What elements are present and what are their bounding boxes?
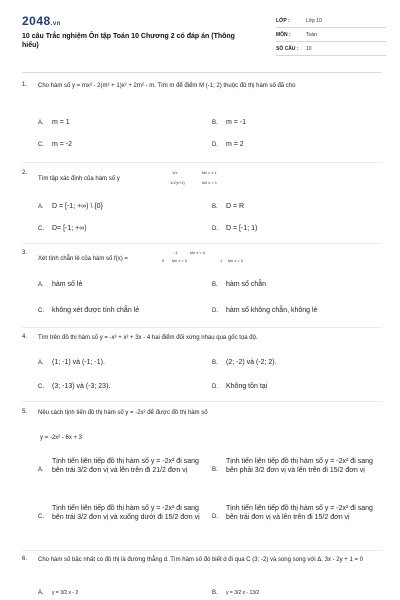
question-number: 3. [22, 250, 28, 256]
option-b[interactable]: B. y = 3/2 x - 13/2 [212, 590, 260, 596]
option-c[interactable]: C. (3; -13) và (-3; 23). [38, 383, 111, 390]
piecewise-cond: khi x < 0 [190, 250, 206, 255]
question-divider [22, 243, 382, 244]
question-divider [22, 550, 382, 551]
option-d[interactable]: D. hàm số không chẵn, không lẻ [212, 307, 318, 314]
meta-row-subject [276, 28, 386, 42]
question-text: Cho hàm số y = mx³ - 2(m² + 1)x² + 2m² - m. Tìm m để điểm M (-1; 2) thuộc đồ thị hàm số đã cho [38, 83, 296, 89]
meta-row-count [276, 42, 386, 56]
option-a[interactable]: A. (1; -1) và (-1; -1). [38, 359, 105, 366]
page-header [22, 14, 382, 64]
question-3 [22, 250, 382, 330]
option-a[interactable]: A. m = 1 [38, 119, 70, 126]
option-d[interactable]: D. D = [-1; 1) [212, 225, 258, 232]
option-b[interactable]: B. (2; -2) và (-2; 2). [212, 359, 277, 366]
question-5: 5. Nêu cách tịnh tiến đồ thị hàm số y = -2x² để được đồ thị hàm số y = -2x² - 6x + 3 A. Tịnh tiến liên tiếp đồ thị hàm số y = -2x² đi sang bên trái 3/2 đơn vị và lên trên đi 21/2 đơn vị B. Tịnh tiến liên tiếp đồ thị hàm số y = -2x² đi sang bên phải 3/2 đơn vị và lên trên đi 15/2 đơn vị C. Tịnh tiến liên tiếp đồ thị hàm số y = -2x² đi sang bên trái 3/2 đơn vị và xuống dưới đi 15/2 đơn vị D. Tịnh tiến liên tiếp đồ thị hàm số y = -2x² đi sang bên trái đơn vị và lên trên đi 15/2 đơn vị [22, 409, 373, 521]
meta-row-class [276, 14, 386, 28]
question-number: 2. [22, 170, 28, 176]
option-b[interactable]: B. hàm số chẵn [212, 281, 267, 288]
page-title: 10 câu Trắc nghiệm Ôn tập Toán 10 Chương 2 có đáp án (Thông hiểu) [22, 33, 235, 49]
question-6 [22, 556, 382, 600]
meta-value: 10 [306, 46, 312, 52]
meta-info [276, 14, 386, 56]
question-number: 4. [22, 334, 28, 340]
option-a[interactable]: A. hàm số lẻ [38, 281, 83, 288]
question-text: Nêu cách tịnh tiến đồ thị hàm số y = -2x² để được đồ thị hàm số [38, 410, 208, 416]
option-c[interactable]: C. không xét được tính chẵn lẻ [38, 307, 140, 314]
site-logo[interactable]: 2048.vn [22, 14, 61, 28]
meta-key: LỚP : [276, 18, 290, 24]
option-a[interactable]: A. D = [-1; +∞) \ {0} [38, 203, 103, 210]
header-divider [22, 72, 382, 73]
question-text: Tìm trên đồ thị hàm số y = -x³ + x² + 3x - 4 hai điểm đối xứng nhau qua gốc tọa độ. [38, 335, 258, 341]
question-divider [22, 401, 382, 402]
piecewise-expr: 1 [220, 258, 223, 263]
question-number: 1. [22, 82, 28, 88]
question-2 [22, 170, 382, 242]
question-number: 6. [22, 556, 28, 562]
meta-key: MÔN : [276, 32, 291, 38]
piecewise-cond: khi x ≥ 1 [202, 170, 217, 175]
question-divider [22, 327, 382, 328]
question-divider [22, 162, 382, 163]
piecewise-expr: 1/x [172, 170, 178, 175]
piecewise-expr: 0 [162, 258, 165, 263]
option-c[interactable]: C. D= [-1; +∞) [38, 225, 87, 232]
question-text: Cho hàm số bậc nhất có đồ thị là đường thẳng d. Tìm hàm số đó biết d đi qua C (3; -2) và song song với Δ: 3x - 2y + 1 = 0 [38, 557, 363, 563]
option-d[interactable]: D. m = 2 [212, 141, 244, 148]
question-1 [22, 82, 382, 162]
question-4 [22, 334, 382, 404]
piecewise-cond: khi x < 1 [202, 180, 218, 185]
question-text: Tìm tập xác định của hàm số y [38, 176, 120, 182]
option-c[interactable]: C. m = -2 [38, 141, 73, 148]
target-function: y = -2x² - 6x + 3 [40, 435, 83, 441]
question-number: 5. [22, 409, 28, 415]
piecewise-expr: 1/√(x+1) [170, 180, 185, 185]
meta-value: Toán [306, 32, 317, 38]
piecewise-expr: -1 [174, 250, 178, 255]
option-d[interactable]: D. Không tồn tại [212, 383, 268, 390]
option-b[interactable]: B. m = -1 [212, 119, 247, 126]
question-text: Xét tính chẵn lẻ của hàm số f(x) = [38, 256, 128, 262]
option-a[interactable]: A. y = 3/2 x - 2 [38, 590, 79, 596]
piecewise-cond: khi x > 0 [228, 258, 244, 263]
meta-key: SỐ CÂU : [276, 46, 299, 52]
piecewise-cond: khi x = 0 [172, 258, 188, 263]
meta-value: Lớp 10 [306, 18, 322, 24]
option-b[interactable]: B. D = R [212, 203, 245, 210]
